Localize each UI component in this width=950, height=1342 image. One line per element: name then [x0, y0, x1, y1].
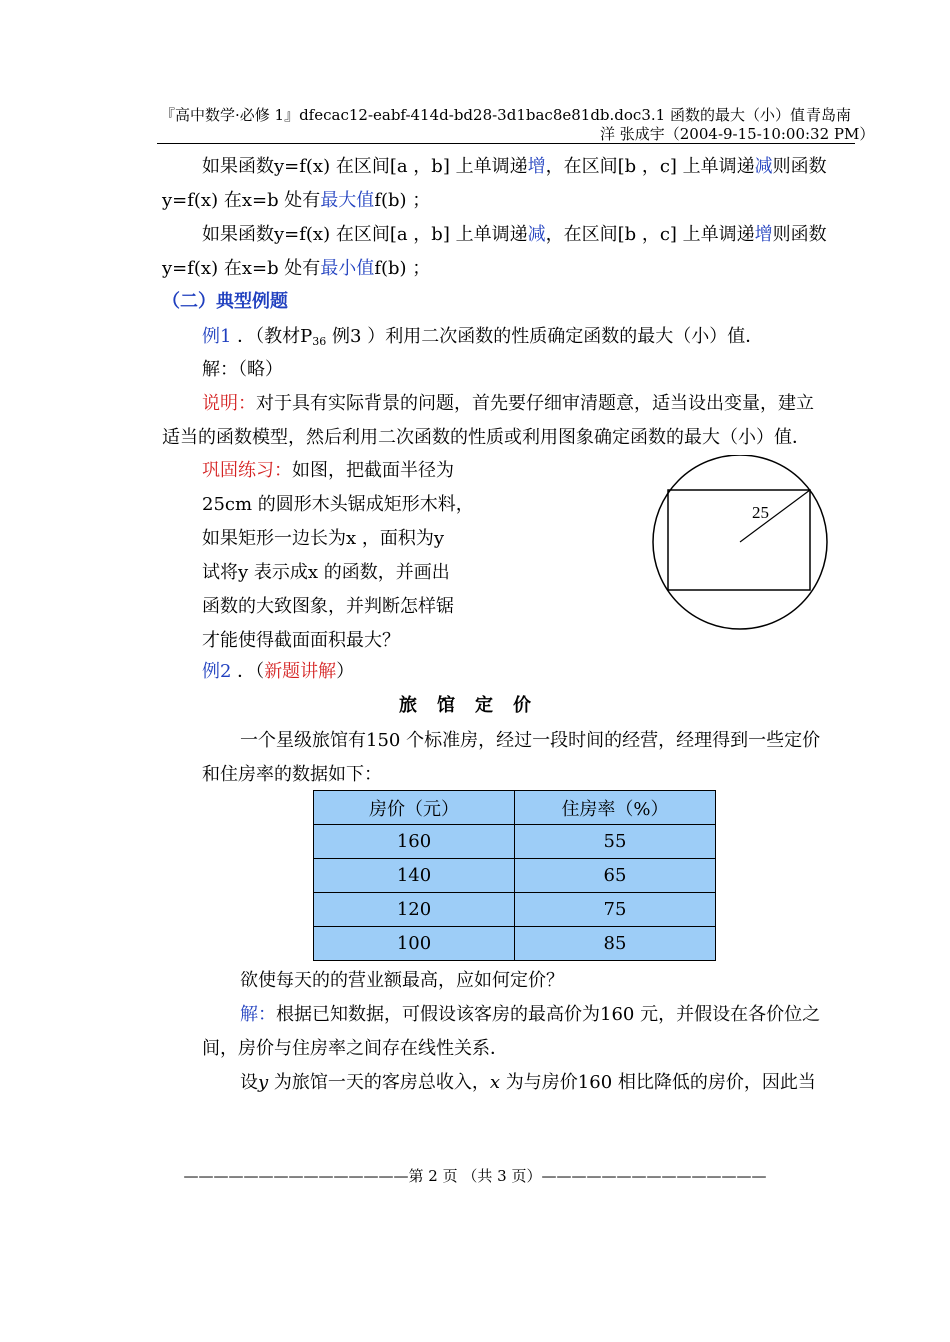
table-cell: 65: [515, 859, 716, 893]
exercise-line6: 才能使得截面面积最大？: [202, 630, 400, 651]
table-header-row: [314, 791, 716, 825]
example2-question: 欲使每天的的营业额最高，应如何定价？: [240, 970, 564, 991]
example2-title: 旅馆定价: [399, 695, 551, 716]
radius-line: [740, 490, 810, 542]
example2-solution-line3: 设y 为旅馆一天的客房总收入，x 为与房价160 相比降低的房价，因此当: [240, 1072, 816, 1093]
radius-label: 25: [752, 503, 769, 522]
example2-solution-line2: 间，房价与住房率之间存在线性关系．: [202, 1038, 508, 1059]
header-divider: [157, 143, 855, 144]
inscribed-rectangle: [668, 490, 810, 590]
table-cell: 100: [314, 927, 515, 961]
table-row: [314, 859, 716, 893]
example1-statement: 例1 ．（教材$P_{36}$ 例3 ）利用二次函数的性质确定函数的最大（小）值．: [202, 326, 764, 348]
table-cell: 85: [515, 927, 716, 961]
exercise-line2: 25cm 的圆形木头锯成矩形木料，: [202, 494, 474, 515]
table-cell: 55: [515, 825, 716, 859]
example2-solution-line1: 解：根据已知数据，可假设该客房的最高价为160 元，并假设在各价位之: [240, 1004, 821, 1025]
rule-min-line2: y=f(x) 在x=b 处有最小值f(b) ；: [162, 258, 431, 279]
exercise-line5: 函数的大致图象，并判断怎样锯: [202, 596, 454, 617]
example2-intro-line2: 和住房率的数据如下：: [202, 764, 382, 785]
example2-intro-line1: 一个星级旅馆有150 个标准房，经过一段时间的经营，经理得到一些定价: [240, 730, 821, 751]
rule-max-line1: 如果函数y=f(x) 在区间[a ，b] 上单调递增，在区间[b ，c] 上单调递减则函数: [202, 156, 827, 177]
header-author-start: 青岛南: [806, 106, 852, 124]
exercise-line3: 如果矩形一边长为x ，面积为y: [202, 528, 445, 549]
circle-rectangle-figure: [645, 455, 845, 640]
exercise-line1: 巩固练习：如图，把截面半径为: [202, 460, 454, 481]
header-author-line: 洋 张成宇（2004-9-15-10:00:32 PM）: [600, 125, 875, 143]
example2-label: 例2: [202, 661, 232, 682]
page-header: [160, 104, 852, 125]
table-cell: 120: [314, 893, 515, 927]
table-header-occupancy: 住房率（%）: [515, 791, 716, 825]
table-row: [314, 825, 716, 859]
example1-solution: 解：（略）: [202, 359, 283, 380]
exercise-label: 巩固练习：: [202, 460, 292, 481]
example1-note-line1: 说明：对于具有实际背景的问题，首先要仔细审清题意，适当设出变量，建立: [202, 393, 814, 414]
table-cell: 75: [515, 893, 716, 927]
rule-max-line2: y=f(x) 在x=b 处有最大值f(b) ；: [162, 190, 431, 211]
table-cell: 140: [314, 859, 515, 893]
example1-label: 例1: [202, 326, 232, 347]
example1-note-line2: 适当的函数模型，然后利用二次函数的性质或利用图象确定函数的最大（小）值．: [162, 427, 810, 448]
example2-statement: 例2 ．（新题讲解）: [202, 661, 355, 682]
rule-min-line1: 如果函数y=f(x) 在区间[a ，b] 上单调递减，在区间[b ，c] 上单调递增则函数: [202, 224, 827, 245]
exercise-line4: 试将y 表示成x 的函数，并画出: [202, 562, 450, 583]
section-heading: （二）典型例题: [162, 291, 288, 312]
table-header-price: 房价（元）: [314, 791, 515, 825]
header-doc-title: 『高中数学·必修 1』dfecac12-eabf-414d-bd28-3d1bac8e81db.doc3.1 函数的最大（小）值: [160, 106, 805, 124]
price-occupancy-table: [313, 790, 716, 961]
table-cell: 160: [314, 825, 515, 859]
table-row: [314, 893, 716, 927]
page-footer: ———————————————第 2 页 （共 3 页）———————————————: [183, 1167, 767, 1185]
table-row: [314, 927, 716, 961]
